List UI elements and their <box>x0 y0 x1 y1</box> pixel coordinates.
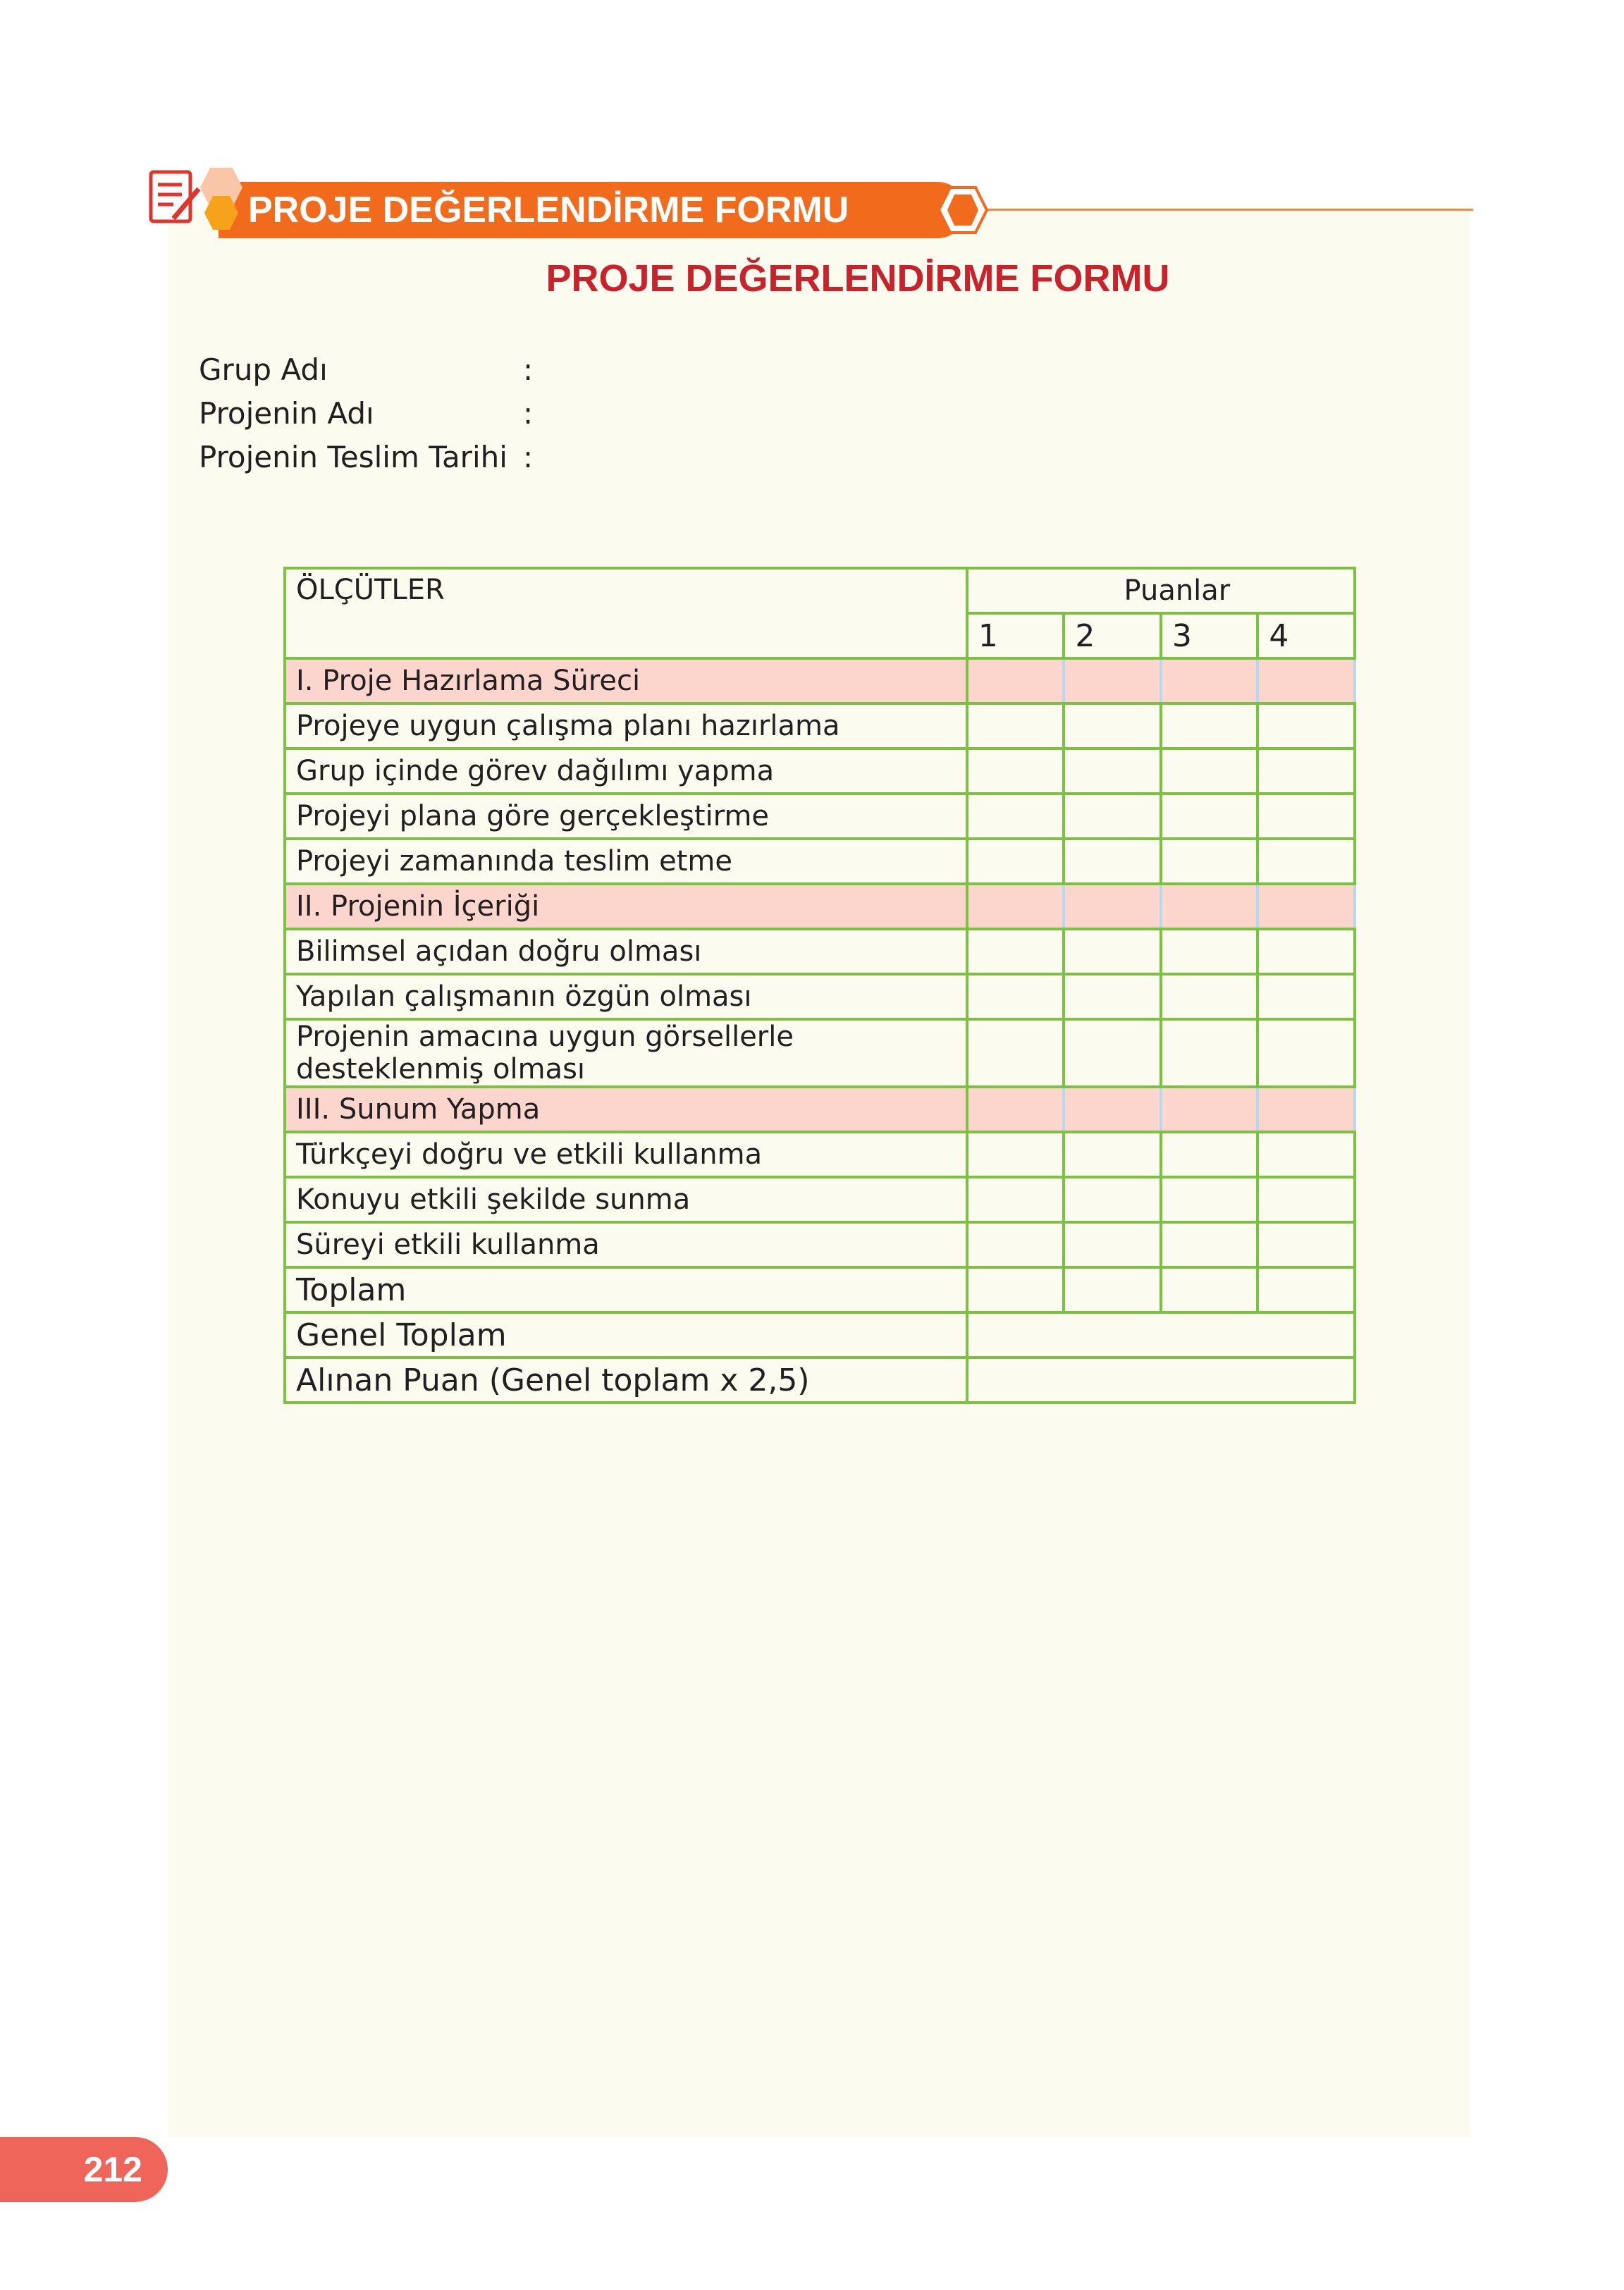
hexagon-decoration-icon <box>937 185 988 235</box>
score-cell[interactable] <box>1064 1177 1161 1222</box>
score-cell[interactable] <box>967 1177 1064 1222</box>
criterion-label: Bilimsel açıdan doğru olması <box>285 929 967 974</box>
table-header-row <box>285 568 1355 613</box>
score-cell[interactable] <box>1064 794 1161 839</box>
form-pencil-icon <box>145 164 244 241</box>
score-received-label: Alınan Puan (Genel toplam x 2,5) <box>285 1358 967 1403</box>
section-title: II. Projenin İçeriği <box>285 884 967 929</box>
score-col-1: 1 <box>967 613 1064 658</box>
score-received-row <box>285 1358 1355 1403</box>
criterion-row <box>285 703 1355 749</box>
score-cell[interactable] <box>1064 1087 1161 1132</box>
criterion-label: Yapılan çalışmanın özgün olması <box>285 974 967 1019</box>
evaluation-table <box>283 567 1356 1404</box>
score-cell[interactable] <box>1257 1267 1355 1312</box>
total-row <box>285 1267 1355 1312</box>
score-cell[interactable] <box>1064 1222 1161 1267</box>
section-title: I. Proje Hazırlama Süreci <box>285 658 967 703</box>
score-cell[interactable] <box>967 1087 1064 1132</box>
group-name-label: Grup Adı <box>199 352 328 387</box>
criterion-row <box>285 974 1355 1019</box>
grand-total-row <box>285 1312 1355 1358</box>
page-number: 212 <box>0 2137 168 2202</box>
criterion-label: Süreyi etkili kullanma <box>285 1222 967 1267</box>
score-cell[interactable] <box>1257 658 1355 703</box>
score-cell[interactable] <box>1257 1177 1355 1222</box>
score-cell[interactable] <box>967 1132 1064 1177</box>
criterion-row <box>285 749 1355 794</box>
score-cell[interactable] <box>1161 1019 1258 1087</box>
score-cell[interactable] <box>1161 658 1258 703</box>
score-cell[interactable] <box>1064 929 1161 974</box>
project-name-label: Projenin Adı <box>199 396 374 431</box>
info-row-project <box>199 392 533 436</box>
score-cell[interactable] <box>1064 839 1161 884</box>
score-col-2: 2 <box>1064 613 1161 658</box>
criterion-label: Konuyu etkili şekilde sunma <box>285 1177 967 1222</box>
info-row-date <box>199 436 533 479</box>
criterion-row <box>285 1222 1355 1267</box>
criterion-row <box>285 1132 1355 1177</box>
score-cell[interactable] <box>1257 974 1355 1019</box>
criterion-label: Türkçeyi doğru ve etkili kullanma <box>285 1132 967 1177</box>
score-cell[interactable] <box>1161 749 1258 794</box>
criterion-row <box>285 1177 1355 1222</box>
info-colon: : <box>523 352 534 387</box>
score-cell[interactable] <box>967 1019 1064 1087</box>
section-row <box>285 658 1355 703</box>
score-cell[interactable] <box>967 658 1064 703</box>
grand-total-cell[interactable] <box>967 1312 1355 1358</box>
info-row-group <box>199 348 533 392</box>
score-cell[interactable] <box>967 749 1064 794</box>
score-cell[interactable] <box>1257 929 1355 974</box>
criterion-row <box>285 929 1355 974</box>
header-rule <box>987 209 1473 211</box>
score-cell[interactable] <box>1064 658 1161 703</box>
grand-total-label: Genel Toplam <box>285 1312 967 1358</box>
score-col-3: 3 <box>1161 613 1258 658</box>
project-info <box>199 348 533 479</box>
score-cell[interactable] <box>1257 1087 1355 1132</box>
delivery-date-label: Projenin Teslim Tarihi <box>199 440 508 474</box>
score-cell[interactable] <box>1161 1177 1258 1222</box>
score-cell[interactable] <box>1064 1132 1161 1177</box>
score-cell[interactable] <box>967 1267 1064 1312</box>
score-cell[interactable] <box>1257 839 1355 884</box>
scores-header: Puanlar <box>967 568 1355 613</box>
score-col-4: 4 <box>1257 613 1355 658</box>
score-cell[interactable] <box>1161 703 1258 749</box>
score-cell[interactable] <box>967 884 1064 929</box>
total-label: Toplam <box>285 1267 967 1312</box>
score-cell[interactable] <box>1161 794 1258 839</box>
criterion-label: Projeyi zamanında teslim etme <box>285 839 967 884</box>
score-cell[interactable] <box>1257 1132 1355 1177</box>
score-cell[interactable] <box>1257 1019 1355 1087</box>
score-cell[interactable] <box>1064 1267 1161 1312</box>
criterion-row <box>285 794 1355 839</box>
score-cell[interactable] <box>1161 929 1258 974</box>
section-row <box>285 884 1355 929</box>
score-cell[interactable] <box>1161 1267 1258 1312</box>
page-title: PROJE DEĞERLENDİRME FORMU <box>546 257 1170 300</box>
section-row <box>285 1087 1355 1132</box>
info-colon: : <box>523 440 534 474</box>
score-cell[interactable] <box>1064 884 1161 929</box>
score-cell[interactable] <box>1257 703 1355 749</box>
score-cell[interactable] <box>1064 1019 1161 1087</box>
score-cell[interactable] <box>1161 1132 1258 1177</box>
criterion-row <box>285 839 1355 884</box>
score-cell[interactable] <box>1161 974 1258 1019</box>
score-cell[interactable] <box>1161 884 1258 929</box>
score-cell[interactable] <box>967 1222 1064 1267</box>
score-cell[interactable] <box>1161 1087 1258 1132</box>
criteria-header: ÖLÇÜTLER <box>285 568 967 658</box>
score-cell[interactable] <box>1161 839 1258 884</box>
score-received-cell[interactable] <box>967 1358 1355 1403</box>
criterion-label: Projeye uygun çalışma planı hazırlama <box>285 703 967 749</box>
score-cell[interactable] <box>967 974 1064 1019</box>
score-cell[interactable] <box>1161 1222 1258 1267</box>
score-cell[interactable] <box>1257 884 1355 929</box>
score-cell[interactable] <box>1257 749 1355 794</box>
score-cell[interactable] <box>967 794 1064 839</box>
criterion-row <box>285 1019 1355 1087</box>
score-cell[interactable] <box>1257 794 1355 839</box>
banner-title: PROJE DEĞERLENDİRME FORMU <box>248 190 849 230</box>
score-cell[interactable] <box>1257 1222 1355 1267</box>
score-cell[interactable] <box>967 839 1064 884</box>
score-cell[interactable] <box>1064 974 1161 1019</box>
score-cell[interactable] <box>1064 749 1161 794</box>
criterion-label: Projenin amacına uygun görsellerle desteklenmiş olması <box>285 1019 967 1087</box>
score-cell[interactable] <box>967 929 1064 974</box>
score-cell[interactable] <box>1064 703 1161 749</box>
criterion-label: Grup içinde görev dağılımı yapma <box>285 749 967 794</box>
score-cell[interactable] <box>967 703 1064 749</box>
criterion-label: Projeyi plana göre gerçekleştirme <box>285 794 967 839</box>
section-title: III. Sunum Yapma <box>285 1087 967 1132</box>
info-colon: : <box>523 396 534 431</box>
